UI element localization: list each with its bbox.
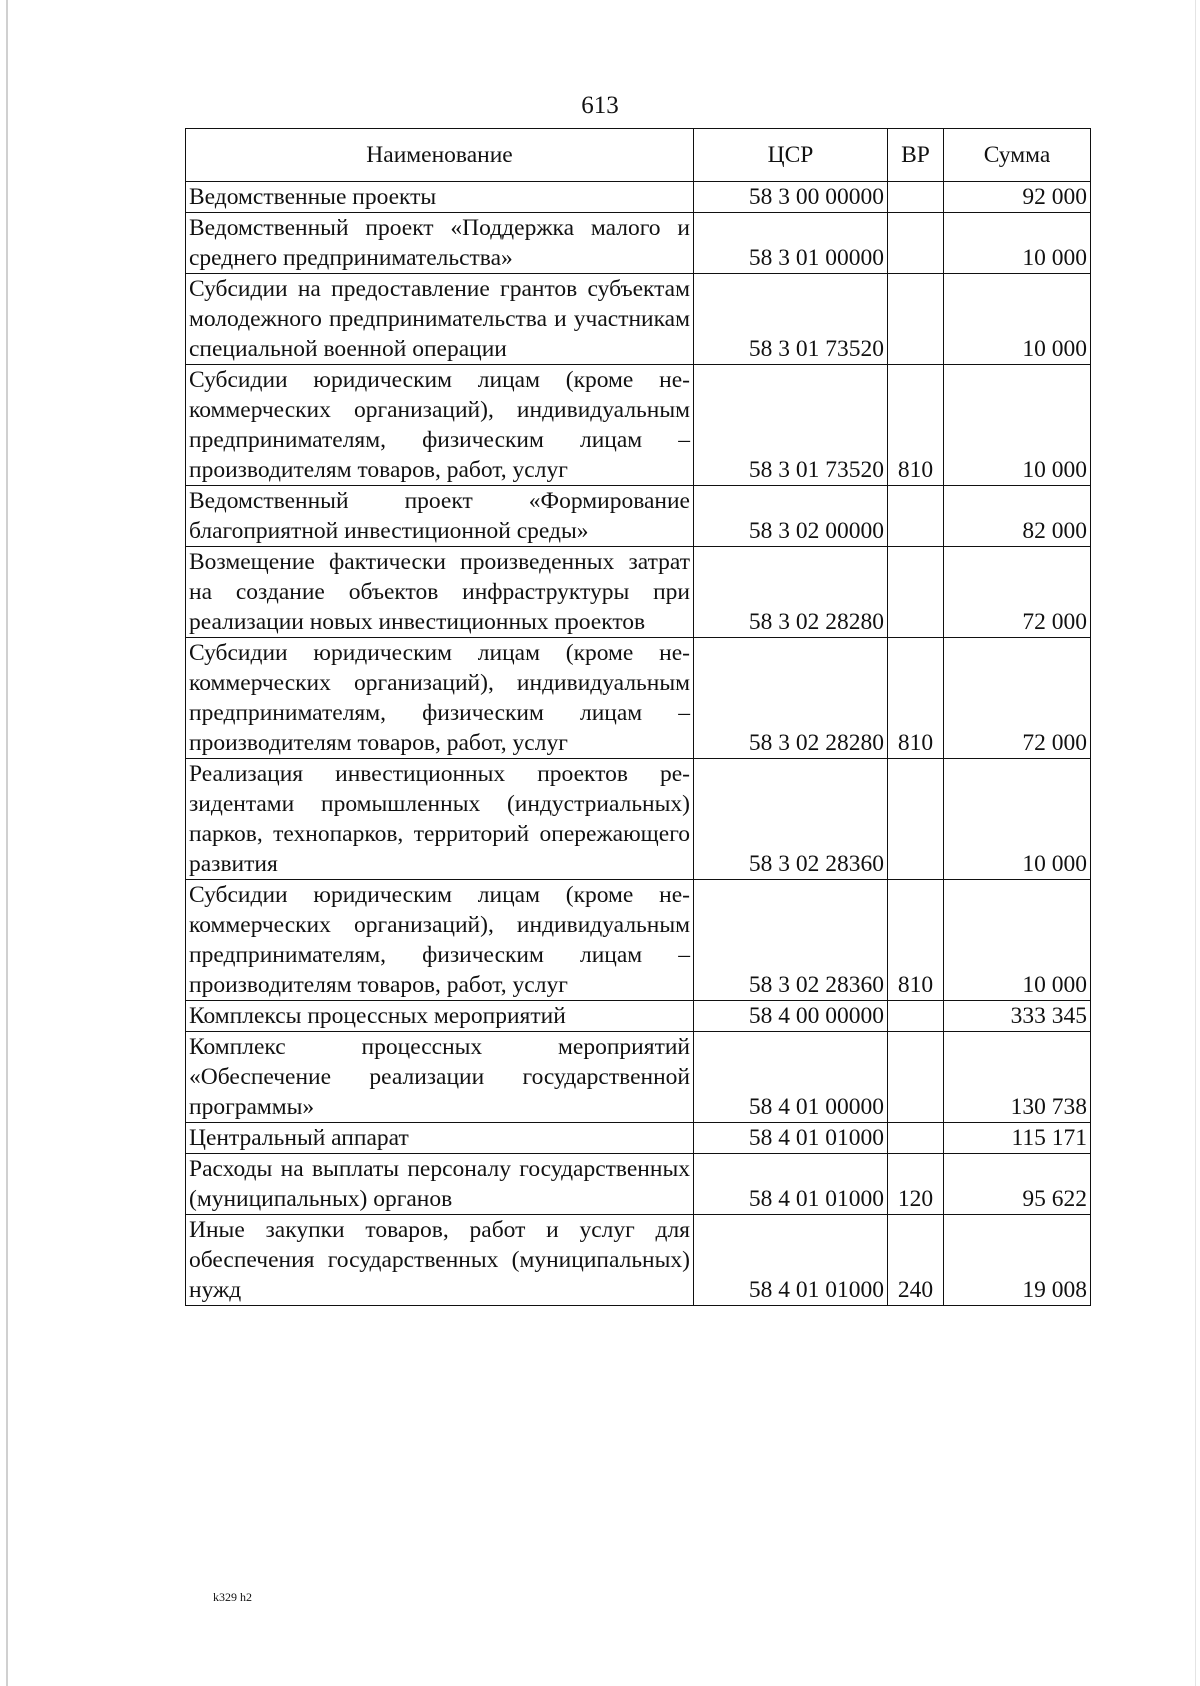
row-sum: 95 622 bbox=[944, 1154, 1091, 1215]
table-row bbox=[186, 1154, 1091, 1215]
row-csr: 58 3 02 28360 bbox=[694, 880, 888, 1001]
row-sum: 10 000 bbox=[944, 274, 1091, 365]
row-csr: 58 3 01 00000 bbox=[694, 213, 888, 274]
table-row bbox=[186, 547, 1091, 638]
row-vr bbox=[888, 486, 944, 547]
table-row bbox=[186, 1215, 1091, 1306]
row-sum: 10 000 bbox=[944, 213, 1091, 274]
row-csr: 58 4 01 01000 bbox=[694, 1123, 888, 1154]
row-name: Иные закупки товаров, работ и услуг для обеспечения государственных (муниципальных) нужд bbox=[186, 1215, 694, 1306]
header-csr: ЦСР bbox=[694, 129, 888, 182]
header-vr: ВР bbox=[888, 129, 944, 182]
row-sum: 10 000 bbox=[944, 880, 1091, 1001]
row-name: Субсидии юридическим лицам (кроме некоммерческих организаций), индивидуальным предпринимателям, физическим лицам – производителям товаров, работ, услуг bbox=[186, 365, 694, 486]
row-csr: 58 4 01 01000 bbox=[694, 1154, 888, 1215]
row-name: Комплексы процессных мероприятий bbox=[186, 1001, 694, 1032]
table-row bbox=[186, 213, 1091, 274]
table-row bbox=[186, 274, 1091, 365]
row-sum: 130 738 bbox=[944, 1032, 1091, 1123]
row-name: Центральный аппарат bbox=[186, 1123, 694, 1154]
table-row bbox=[186, 1001, 1091, 1032]
row-sum: 92 000 bbox=[944, 182, 1091, 213]
row-name: Субсидии на предоставление грантов субъектам молодежного предпринимательства и участникам специальной военной операции bbox=[186, 274, 694, 365]
table-row bbox=[186, 365, 1091, 486]
table-row bbox=[186, 1032, 1091, 1123]
row-vr bbox=[888, 547, 944, 638]
row-sum: 333 345 bbox=[944, 1001, 1091, 1032]
row-vr bbox=[888, 274, 944, 365]
row-sum: 72 000 bbox=[944, 547, 1091, 638]
row-vr bbox=[888, 759, 944, 880]
row-csr: 58 3 02 28280 bbox=[694, 547, 888, 638]
row-name: Возмещение фактически произведенных затрат на создание объектов инфраструктуры при реализации новых инвестиционных проектов bbox=[186, 547, 694, 638]
row-sum: 82 000 bbox=[944, 486, 1091, 547]
header-name: Наименование bbox=[186, 129, 694, 182]
row-csr: 58 3 01 73520 bbox=[694, 365, 888, 486]
table-row bbox=[186, 182, 1091, 213]
row-sum: 10 000 bbox=[944, 759, 1091, 880]
budget-table bbox=[185, 128, 1091, 1306]
row-csr: 58 4 01 01000 bbox=[694, 1215, 888, 1306]
header-sum: Сумма bbox=[944, 129, 1091, 182]
row-vr bbox=[888, 1001, 944, 1032]
scan-edge-right bbox=[1195, 0, 1196, 1686]
row-vr: 240 bbox=[888, 1215, 944, 1306]
row-sum: 72 000 bbox=[944, 638, 1091, 759]
row-name: Расходы на выплаты персоналу государственных (муниципальных) органов bbox=[186, 1154, 694, 1215]
row-name: Реализация инвестиционных проектов резидентами промышленных (индустриальных) парков, технопарков, территорий опережающего развития bbox=[186, 759, 694, 880]
row-name: Комплекс процессных мероприятий «Обеспечение реализации государственной программы» bbox=[186, 1032, 694, 1123]
row-vr bbox=[888, 1032, 944, 1123]
row-csr: 58 3 01 73520 bbox=[694, 274, 888, 365]
scan-edge-left bbox=[6, 0, 8, 1686]
row-sum: 115 171 bbox=[944, 1123, 1091, 1154]
footer-code: k329 h2 bbox=[213, 1590, 252, 1604]
row-csr: 58 3 02 00000 bbox=[694, 486, 888, 547]
row-csr: 58 4 01 00000 bbox=[694, 1032, 888, 1123]
row-csr: 58 3 00 00000 bbox=[694, 182, 888, 213]
row-vr: 810 bbox=[888, 880, 944, 1001]
row-csr: 58 3 02 28280 bbox=[694, 638, 888, 759]
row-vr: 810 bbox=[888, 365, 944, 486]
row-name: Ведомственные проекты bbox=[186, 182, 694, 213]
row-name: Ведомственный проект «Поддержка малого и среднего предпринимательства» bbox=[186, 213, 694, 274]
table-row bbox=[186, 759, 1091, 880]
row-vr bbox=[888, 1123, 944, 1154]
page-number: 613 bbox=[581, 92, 619, 119]
row-sum: 10 000 bbox=[944, 365, 1091, 486]
row-name: Ведомственный проект «Формирование благоприятной инвестиционной среды» bbox=[186, 486, 694, 547]
table-row bbox=[186, 638, 1091, 759]
row-vr: 810 bbox=[888, 638, 944, 759]
table-row bbox=[186, 1123, 1091, 1154]
row-vr bbox=[888, 213, 944, 274]
row-csr: 58 4 00 00000 bbox=[694, 1001, 888, 1032]
row-vr bbox=[888, 182, 944, 213]
row-vr: 120 bbox=[888, 1154, 944, 1215]
row-name: Субсидии юридическим лицам (кроме некоммерческих организаций), индивидуальным предпринимателям, физическим лицам – производителям товаров, работ, услуг bbox=[186, 638, 694, 759]
row-csr: 58 3 02 28360 bbox=[694, 759, 888, 880]
row-name: Субсидии юридическим лицам (кроме некоммерческих организаций), индивидуальным предпринимателям, физическим лицам – производителям товаров, работ, услуг bbox=[186, 880, 694, 1001]
table-row bbox=[186, 880, 1091, 1001]
row-sum: 19 008 bbox=[944, 1215, 1091, 1306]
table-header-row bbox=[186, 129, 1091, 182]
table-row bbox=[186, 486, 1091, 547]
